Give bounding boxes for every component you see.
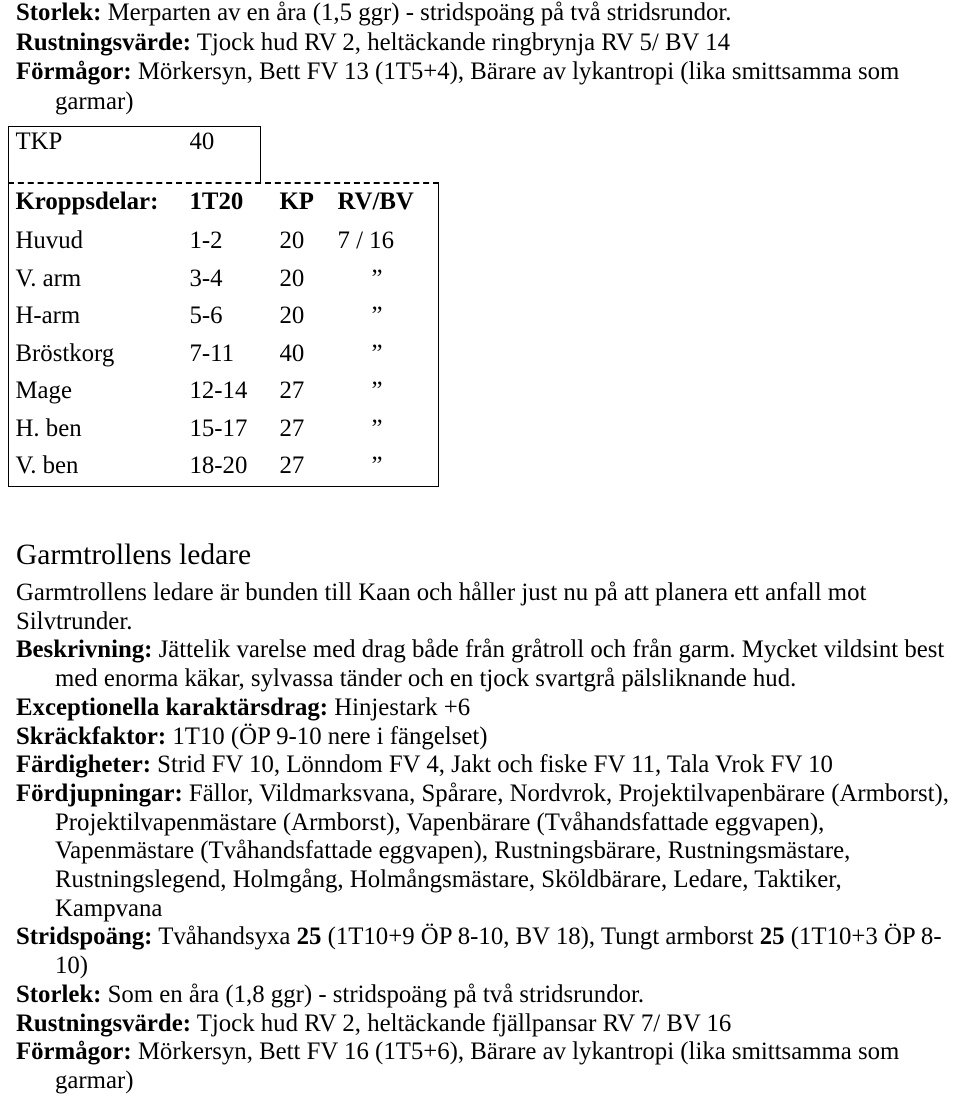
leader-armor-label: Rustningsvärde: <box>16 1009 191 1037</box>
body-part-cell: H. ben <box>15 414 82 442</box>
intro-line: Silvtrunder. <box>16 607 133 635</box>
weapon2-name: Tungt armborst <box>600 923 754 951</box>
header-kp: KP <box>279 188 314 215</box>
exceptional-traits-value: Hinjestark +6 <box>334 693 471 721</box>
exceptional-traits-line <box>16 694 949 723</box>
section-heading: Garmtrollens ledare <box>16 539 252 571</box>
hit-points-cell: 40 <box>279 339 305 367</box>
abilities-label: Förmågor: <box>16 58 132 86</box>
leader-armor-value: Tjock hud RV 2, heltäckande fjällpansar RV 7/ BV 16 <box>196 1009 732 1037</box>
armor-label: Rustningsvärde: <box>16 28 191 56</box>
roll-range-cell: 1-2 <box>189 227 223 254</box>
table-row <box>9 410 438 448</box>
weapon2-points: 25 <box>759 923 785 951</box>
combat-points-label: Stridspoäng: <box>16 923 153 951</box>
specializations-continuation: Rustningslegend, Holmgång, Holmångsmästare, Sköldbärare, Ledare, Taktiker, <box>55 866 842 894</box>
leader-armor-line <box>16 1010 949 1039</box>
table-row <box>9 297 438 335</box>
size-value: Merparten av en åra (1,5 ggr) - stridspoäng på två stridsrundor. <box>107 0 732 26</box>
fear-factor-value: 1T10 (ÖP 9-10 nere i fängelset) <box>172 722 488 750</box>
leader-size-line <box>16 981 949 1010</box>
intro-line: Garmtrollens ledare är bunden till Kaan och håller just nu på att planera ett anfall mot <box>16 579 867 606</box>
body-part-cell: H-arm <box>15 302 81 329</box>
abilities-continuation: garmar) <box>55 88 134 116</box>
total-hit-points-box <box>8 126 261 183</box>
specializations-continuation: Kampvana <box>55 894 163 922</box>
leader-abilities-line <box>16 1038 949 1067</box>
leader-size-value: Som en åra (1,8 ggr) - stridspoäng på två stridsrundor. <box>107 980 645 1008</box>
weapon1-details: (1T10+9 ÖP 8-10, BV 18), <box>327 923 596 951</box>
armor-ditto-mark: ” <box>371 302 383 329</box>
size-line <box>16 0 899 28</box>
roll-range-cell: 3-4 <box>189 264 223 292</box>
combat-points-line <box>16 923 949 952</box>
armor-value: Tjock hud RV 2, heltäckande ringbrynja RV 5/ BV 14 <box>196 28 730 56</box>
skills-label: Färdigheter: <box>16 751 151 779</box>
armor-ditto-mark: ” <box>371 339 383 367</box>
specializations-label: Fördjupningar: <box>16 779 183 807</box>
weapon1-name: Tvåhandsyxa <box>158 923 291 951</box>
description-line <box>16 636 949 665</box>
description-label: Beskrivning: <box>16 636 153 664</box>
weapon2-details: (1T10+3 ÖP 8- <box>790 923 942 951</box>
body-part-cell: Mage <box>15 377 72 404</box>
leader-stat-block <box>16 579 949 1096</box>
header-rv-bv: RV/BV <box>337 188 414 215</box>
total-hit-points-row <box>9 127 260 157</box>
body-part-cell: Huvud <box>15 227 84 254</box>
description-value: Jättelik varelse med drag både från gråtroll och från garm. Mycket vildsint best <box>158 636 945 664</box>
creature-stat-block <box>16 0 899 117</box>
body-part-cell: Bröstkorg <box>15 339 115 367</box>
hit-points-cell: 20 <box>279 227 305 254</box>
roll-range-cell: 5-6 <box>189 302 223 329</box>
leader-abilities-continuation: garmar) <box>55 1066 134 1094</box>
header-roll: 1T20 <box>189 188 244 215</box>
table-header-row <box>9 184 438 222</box>
body-part-cell: V. ben <box>15 452 79 479</box>
fear-factor-label: Skräckfaktor: <box>16 722 167 750</box>
skills-value: Strid FV 10, Lönndom FV 4, Jakt och fiske FV 11, Tala Vrok FV 10 <box>157 751 833 779</box>
roll-range-cell: 15-17 <box>189 414 248 442</box>
abilities-line <box>16 57 899 87</box>
table-row <box>9 260 438 298</box>
table-row <box>9 372 438 410</box>
body-part-cell: V. arm <box>15 264 82 292</box>
tkp-value: 40 <box>189 128 215 155</box>
fear-factor-line <box>16 723 949 752</box>
armor-ditto-mark: ” <box>371 264 383 292</box>
armor-cell: 7 / 16 <box>337 227 394 254</box>
roll-range-cell: 12-14 <box>189 377 248 404</box>
specializations-continuation: Projektilvapenmästare (Armborst), Vapenbärare (Tvåhandsfattade eggvapen), <box>55 808 825 836</box>
armor-ditto-mark: ” <box>371 377 383 404</box>
weapon1-points: 25 <box>296 923 322 951</box>
hit-location-table <box>8 182 439 487</box>
hit-points-cell: 27 <box>279 414 305 442</box>
hit-points-cell: 27 <box>279 452 305 479</box>
abilities-value: Mörkersyn, Bett FV 13 (1T5+4), Bärare av lykantropi (lika smittsamma som <box>137 58 900 86</box>
exceptional-traits-label: Exceptionella karaktärsdrag: <box>16 693 329 721</box>
combat-points-continuation: 10) <box>55 952 89 980</box>
description-continuation: med enorma käkar, sylvassa tänder och en tjock svartgrå pälsliknande hud. <box>55 665 797 693</box>
leader-size-label: Storlek: <box>16 980 102 1008</box>
hit-points-cell: 27 <box>279 377 305 404</box>
armor-line <box>16 28 899 58</box>
hit-points-cell: 20 <box>279 302 305 329</box>
hit-points-cell: 20 <box>279 264 305 292</box>
leader-abilities-value: Mörkersyn, Bett FV 16 (1T5+6), Bärare av lykantropi (lika smittsamma som <box>137 1038 900 1066</box>
roll-range-cell: 18-20 <box>189 452 248 479</box>
leader-abilities-label: Förmågor: <box>16 1038 132 1066</box>
skills-line <box>16 751 949 780</box>
tkp-label: TKP <box>15 128 63 155</box>
specializations-continuation: Vapenmästare (Tvåhandsfattade eggvapen), Rustningsbärare, Rustningsmästare, <box>55 837 851 865</box>
header-body-part: Kroppsdelar: <box>15 188 159 215</box>
specializations-line <box>16 780 949 809</box>
specializations-value: Fällor, Vildmarksvana, Spårare, Nordvrok, Projektilvapenbärare (Armborst), <box>188 779 949 807</box>
roll-range-cell: 7-11 <box>189 339 235 367</box>
armor-ditto-mark: ” <box>371 452 383 479</box>
size-label: Storlek: <box>16 0 102 26</box>
table-row <box>9 222 438 260</box>
armor-ditto-mark: ” <box>371 414 383 442</box>
table-row <box>9 447 438 485</box>
table-row <box>9 335 438 373</box>
